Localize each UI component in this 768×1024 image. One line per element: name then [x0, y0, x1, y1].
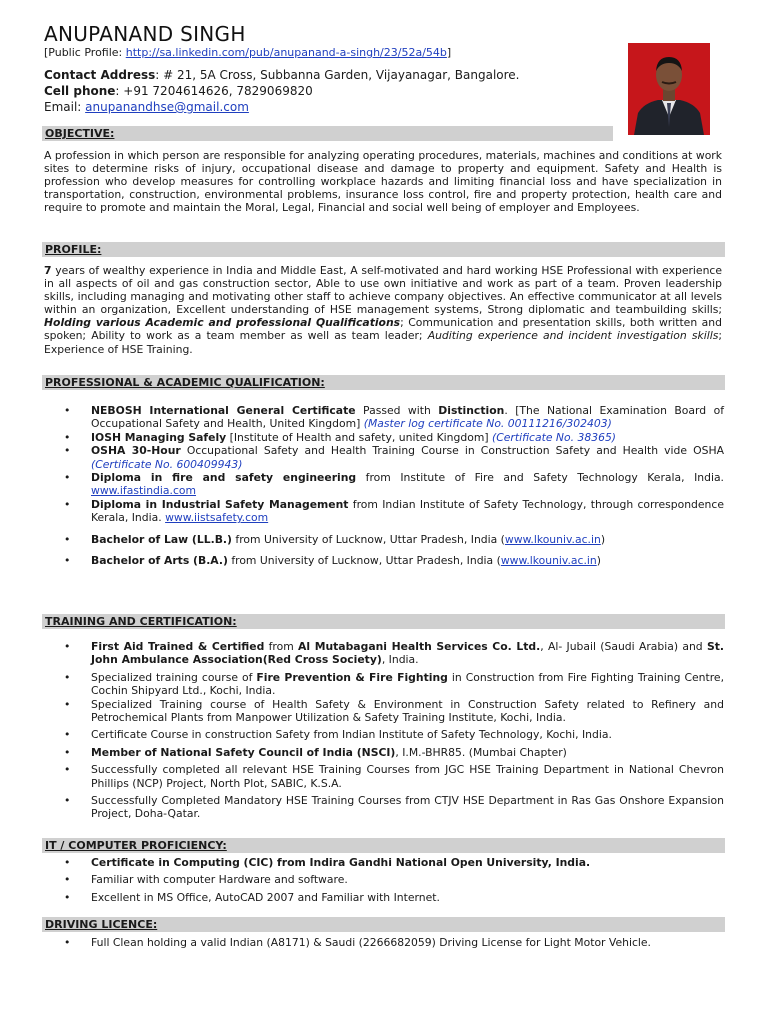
list-item: • IOSH Managing Safely [Institute of Health and safety, united Kingdom] (Certificate No. 38365) [44, 431, 724, 444]
section-qualification: PROFESSIONAL & ACADEMIC QUALIFICATION: [42, 375, 725, 390]
list-item: • Specialized training course of Fire Prevention & Fire Fighting in Construction from Fire Fighting Training Centre, Cochin Shipyard Ltd., Kochi, India. [44, 671, 724, 698]
list-item: • Certificate in Computing (CIC) from Indira Gandhi National Open University, India. [44, 856, 724, 869]
list-item: • Successfully completed all relevant HSE Training Courses from JGC HSE Training Department in National Chevron Phillips (NCP) Project, North Plot, SABIC, K.S.A. [44, 763, 724, 790]
section-driving: DRIVING LICENCE: [42, 917, 725, 932]
candidate-name: ANUPANAND SINGH [44, 22, 246, 46]
email-line: Email: anupanandhse@gmail.com [44, 100, 249, 114]
section-it: IT / COMPUTER PROFICIENCY: [42, 838, 725, 853]
list-item: • Member of National Safety Council of India (NSCI), I.M.-BHR85. (Mumbai Chapter) [44, 746, 724, 759]
list-item: • Familiar with computer Hardware and software. [44, 873, 724, 886]
section-training: TRAINING AND CERTIFICATION: [42, 614, 725, 629]
lkouniv-link[interactable]: www.lkouniv.ac.in [500, 554, 597, 568]
contact-address: Contact Address: # 21, 5A Cross, Subbanna Garden, Vijayanagar, Bangalore. [44, 68, 520, 82]
list-item: • Successfully Completed Mandatory HSE Training Courses from CTJV HSE Department in Ras Gas Onshore Expansion Project, Doha-Qatar. [44, 794, 724, 821]
list-item: • NEBOSH International General Certificate Passed with Distinction. [The National Examination Board of Occupational Safety and Health, United Kingdom] (Master log certificate No. 00111216/302403) [44, 404, 724, 431]
list-item: • Specialized Training course of Health Safety & Environment in Construction Safety related to Refinery and Petrochemical Plants from Manpower Utilization & Safety Training Institute, Kochi, India. [44, 698, 724, 725]
ifastindia-link[interactable]: www.ifastindia.com [91, 484, 197, 498]
driving-list [44, 936, 724, 949]
it-list [44, 856, 724, 904]
profile-text: 7 years of wealthy experience in India and Middle East, A self-motivated and hard working HSE Professional with experience in all aspects of oil and gas construction sector, Able to use own initiative and work as part of a team. Proven leadership skills, including managing and motivating other staff to achieve company objectives. An effective communicator at all levels within an organization, Excellent understanding of HSE management systems, Strong diplomatic and teambuilding skills; Holding various Academic and professional Qualifications; Communication and presentation skills, both written and spoken; Ability to work as a team member as well as team leader; Auditing experience and incident investigation skills; Experience of HSE Training. [44, 264, 722, 356]
training-list [44, 640, 724, 821]
objective-text: A profession in which person are responsible for analyzing operating procedures, materials, machines and conditions at work sites to determine risks of injury, occupational disease and damage to property and equipment. Safety and Health is profession who develop measures for controlling workplace hazards and limiting financial loss and have specialization in transportation, construction, environmental problems, insurance loss control, fire and property protection, health care and require to promote and maintain the Moral, Legal, Financial and social well being of employer and Employees. [44, 149, 722, 215]
list-item: • Excellent in MS Office, AutoCAD 2007 and Familiar with Internet. [44, 891, 724, 904]
cell-phone: Cell phone: +91 7204614626, 7829069820 [44, 84, 313, 98]
qualification-list [44, 404, 724, 567]
email-link[interactable]: anupanandhse@gmail.com [85, 100, 249, 114]
list-item: • Full Clean holding a valid Indian (A8171) & Saudi (2266682059) Driving License for Light Motor Vehicle. [44, 936, 724, 949]
list-item: • Diploma in fire and safety engineering from Institute of Fire and Safety Technology Kerala, India. www.ifastindia.com [44, 471, 724, 498]
list-item: • Bachelor of Law (LL.B.) from University of Lucknow, Uttar Pradesh, India (www.lkouniv.ac.in) [44, 533, 724, 546]
lkouniv-link[interactable]: www.lkouniv.ac.in [504, 532, 601, 546]
list-item: • Diploma in Industrial Safety Management from Indian Institute of Safety Technology, through correspondence Kerala, India. www.iistsafety.com [44, 498, 724, 525]
list-item: • Certificate Course in construction Safety from Indian Institute of Safety Technology, Kochi, India. [44, 728, 724, 741]
list-item: • First Aid Trained & Certified from Al Mutabagani Health Services Co. Ltd., Al- Jubail (Saudi Arabia) and St. John Ambulance Association(Red Cross Society), India. [44, 640, 724, 667]
linkedin-link[interactable]: http://sa.linkedin.com/pub/anupanand-a-singh/23/52a/54b [125, 46, 447, 59]
section-profile: PROFILE: [42, 242, 725, 257]
list-item: • Bachelor of Arts (B.A.) from University of Lucknow, Uttar Pradesh, India (www.lkouniv.ac.in) [44, 554, 724, 567]
public-profile-line: [Public Profile: http://sa.linkedin.com/pub/anupanand-a-singh/23/52a/54b] [44, 46, 452, 59]
person-portrait-icon [628, 43, 710, 135]
section-objective: OBJECTIVE: [42, 126, 613, 141]
iistsafety-link[interactable]: www.iistsafety.com [165, 511, 269, 525]
list-item: • OSHA 30-Hour Occupational Safety and Health Training Course in Construction Safety and Health vide OSHA (Certificate No. 600409943) [44, 444, 724, 471]
profile-photo [628, 43, 710, 135]
